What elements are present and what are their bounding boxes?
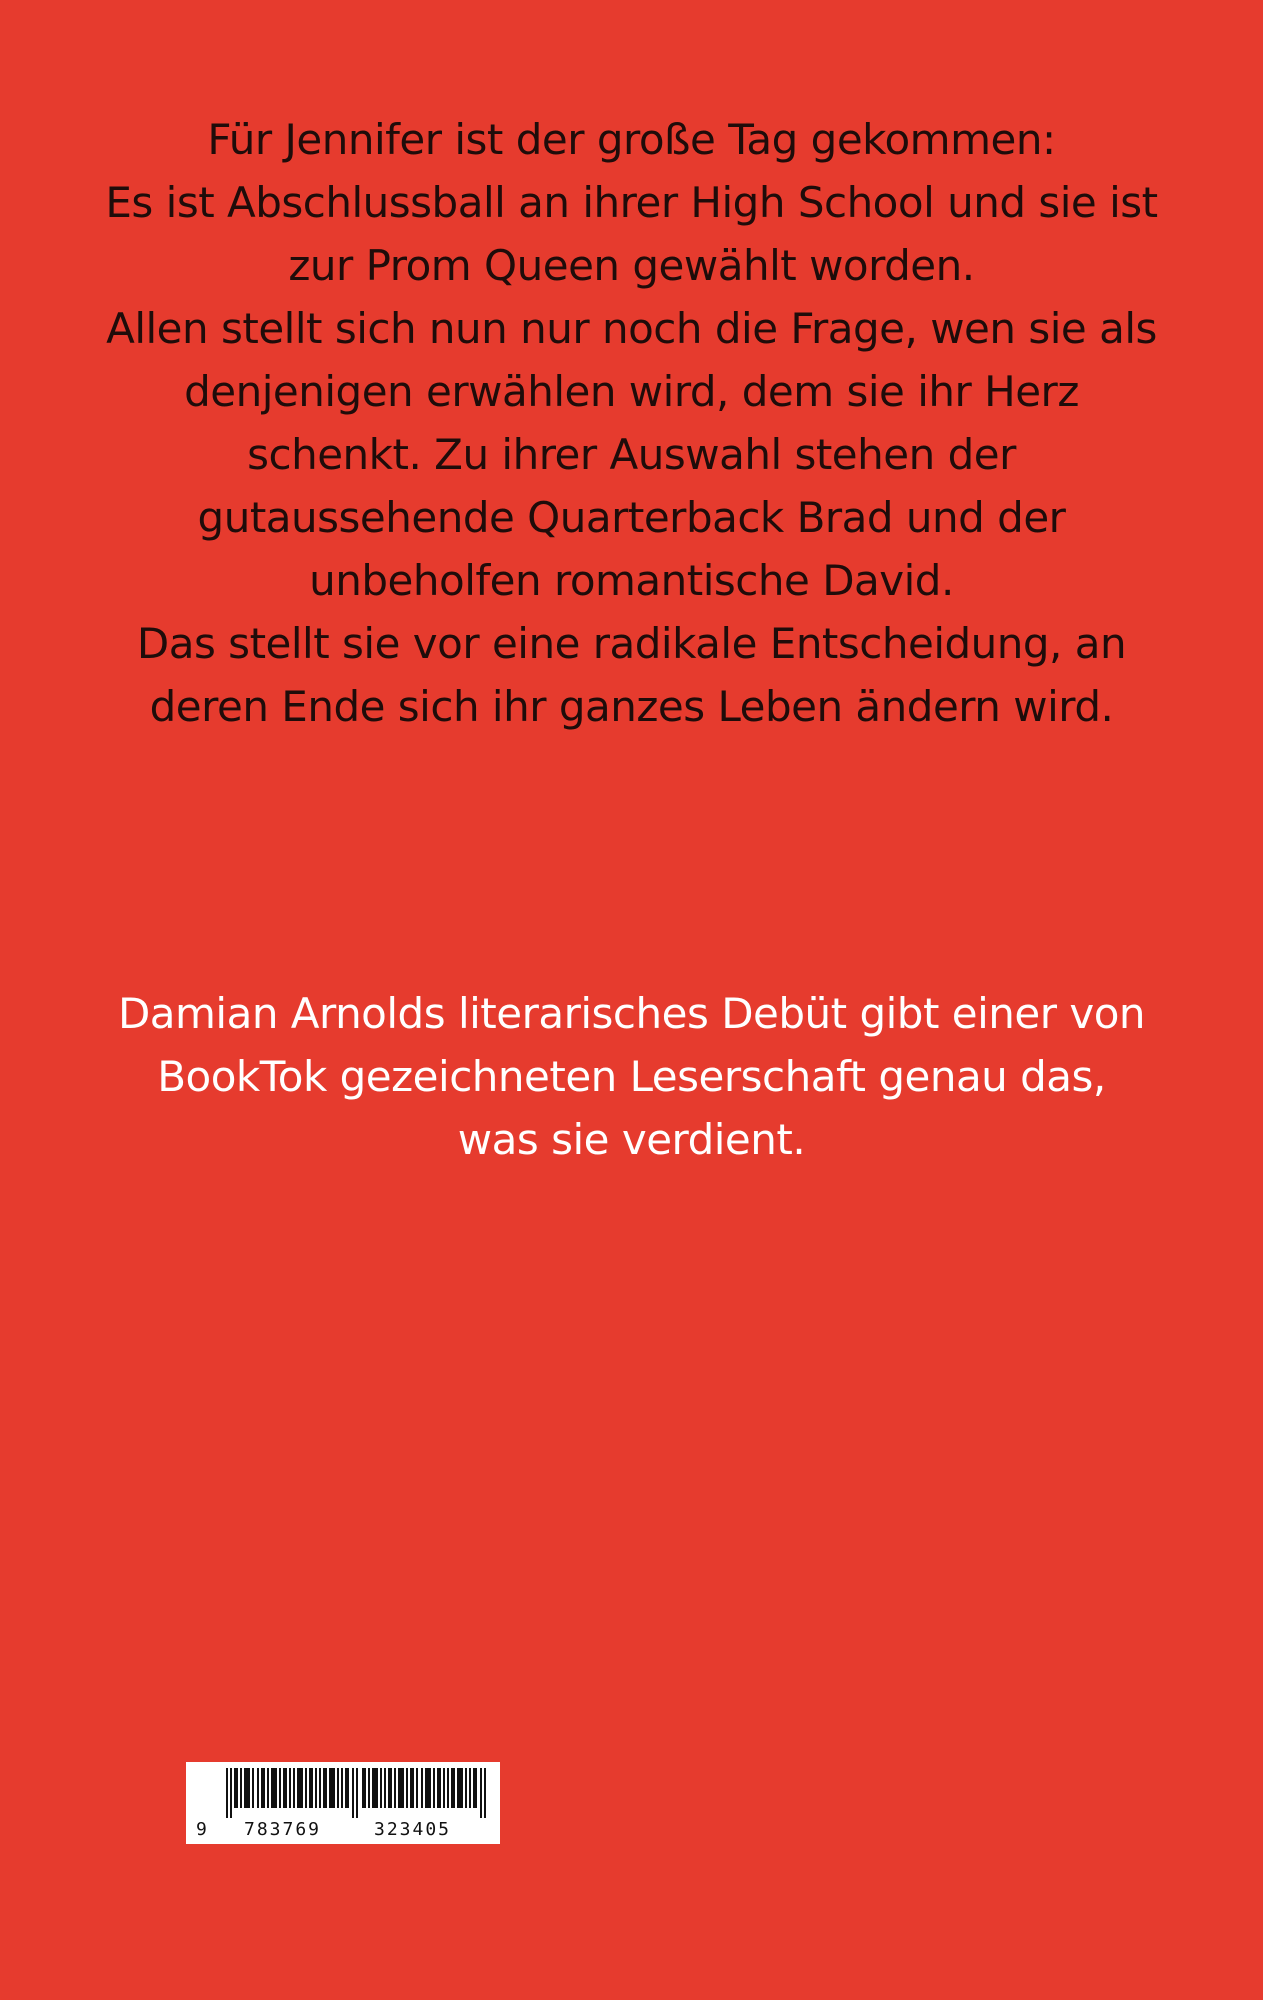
blurb-line: denjenigen erwählen wird, dem sie ihr Herz	[184, 367, 1079, 416]
author-tagline	[60, 982, 1203, 1171]
blurb-line: unbeholfen romantische David.	[309, 556, 954, 605]
blurb-line: schenkt. Zu ihrer Auswahl stehen der	[247, 430, 1016, 479]
tagline-line: BookTok gezeichneten Leserschaft genau das,	[157, 1052, 1106, 1101]
barcode-bars	[226, 1768, 494, 1818]
blurb-line: Für Jennifer ist der große Tag gekommen:	[207, 115, 1056, 164]
barcode-right-group: 323405	[374, 1819, 452, 1840]
blurb-line: Das stellt sie vor eine radikale Entscheidung, an	[136, 619, 1127, 668]
blurb-text	[60, 108, 1203, 738]
blurb-line: Es ist Abschlussball an ihrer High School und sie ist	[105, 178, 1158, 227]
barcode-digits	[186, 1818, 500, 1842]
tagline-line: was sie verdient.	[457, 1115, 806, 1164]
isbn-barcode	[186, 1762, 500, 1844]
blurb-line: zur Prom Queen gewählt worden.	[288, 241, 975, 290]
blurb-line: deren Ende sich ihr ganzes Leben ändern wird.	[149, 682, 1114, 731]
barcode-lead-digit: 9	[196, 1819, 207, 1840]
barcode-left-group: 783769	[244, 1819, 322, 1840]
blurb-line: Allen stellt sich nun nur noch die Frage, wen sie als	[106, 304, 1157, 353]
tagline-line: Damian Arnolds literarisches Debüt gibt einer von	[117, 989, 1146, 1038]
blurb-line: gutaussehende Quarterback Brad und der	[197, 493, 1066, 542]
